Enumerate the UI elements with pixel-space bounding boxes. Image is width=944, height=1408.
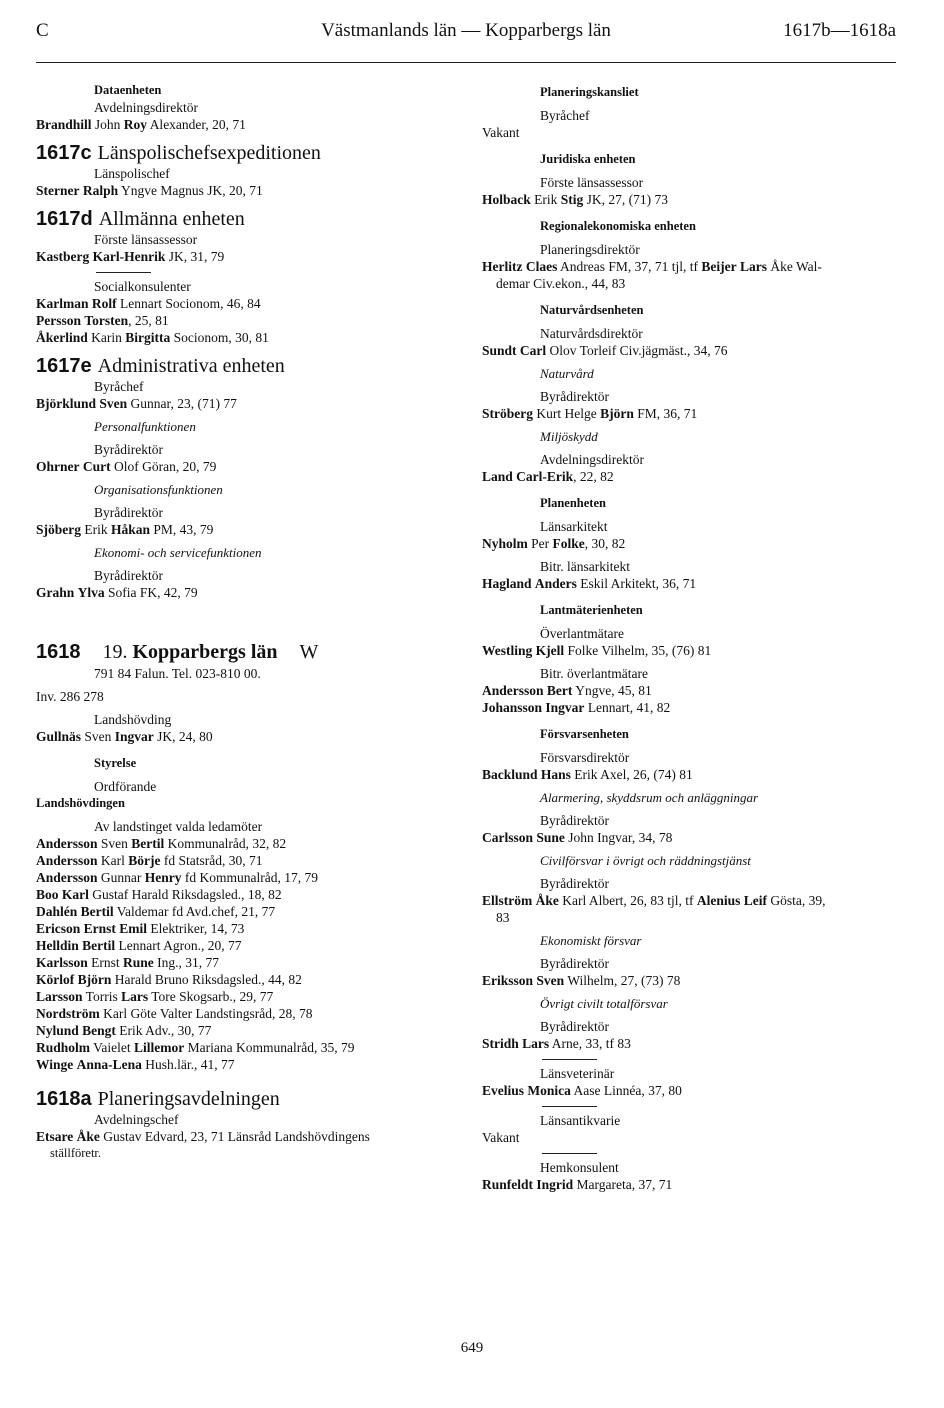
divider — [542, 1153, 597, 1154]
person-entry: Karlman Rolf Lennart Socionom, 46, 84 — [36, 296, 261, 311]
page-number: 649 — [460, 1340, 484, 1356]
person-entry: Westling Kjell Folke Vilhelm, 35, (76) 81 — [482, 643, 712, 658]
subunit-heading: Alarmering, skyddsrum och anläggningar — [540, 790, 759, 805]
person-entry: Etsare Åke Gustav Edvard, 23, 71 Länsråd Landshövdingens — [36, 1129, 370, 1144]
board-member: Andersson Gunnar Henry fd Kommunalråd, 17, 79 — [36, 870, 318, 885]
subunit-heading: Civilförsvar i övrigt och räddningstjänst — [540, 853, 751, 868]
person-entry-cont: 83 — [496, 910, 510, 925]
board-member: Ericson Ernst Emil Elektriker, 14, 73 — [36, 921, 245, 936]
section-heading: 1617c Länspolischefsexpeditionen — [36, 142, 321, 164]
person-entry: Persson Torsten, 25, 81 — [36, 313, 169, 328]
subunit-heading: Ekonomi- och servicefunktionen — [94, 545, 262, 560]
board-member: Körlof Björn Harald Bruno Riksdagsled., 44, 82 — [36, 972, 302, 987]
person-entry: Runfeldt Ingrid Margareta, 37, 71 — [482, 1177, 673, 1192]
person-entry: Nyholm Per Folke, 30, 82 — [482, 536, 626, 551]
role: Avdelningsdirektör — [540, 452, 644, 467]
unit-heading: Styrelse — [94, 756, 137, 770]
person-entry: Holback Erik Stig JK, 27, (71) 73 — [482, 192, 669, 207]
role: Förste länsassessor — [540, 175, 644, 190]
person-entry: Land Carl-Erik, 22, 82 — [482, 469, 614, 484]
section-heading: 1617d Allmänna enheten — [36, 208, 245, 230]
role: Byrådirektör — [540, 813, 609, 828]
role: Hemkonsulent — [540, 1160, 619, 1175]
unit-heading: Försvarsenheten — [540, 727, 629, 741]
board-member: Nordström Karl Göte Valter Landstingsråd, 28, 78 — [36, 1006, 313, 1021]
person-entry: Sundt Carl Olov Torleif Civ.jägmäst., 34, 76 — [482, 343, 728, 358]
person-entry-cont: demar Civ.ekon., 44, 83 — [496, 276, 626, 291]
role: Byrådirektör — [94, 442, 163, 457]
person-entry: Sjöberg Erik Håkan PM, 43, 79 — [36, 522, 214, 537]
board-member: Karlsson Ernst Rune Ing., 31, 77 — [36, 955, 220, 970]
header-rule — [36, 62, 896, 63]
role: Byråchef — [94, 379, 144, 394]
person-entry: Kastberg Karl-Henrik JK, 31, 79 — [36, 249, 225, 264]
left-column — [36, 82, 456, 1162]
board-member: Helldin Bertil Lennart Agron., 20, 77 — [36, 938, 242, 953]
person-entry: Ohrner Curt Olof Göran, 20, 79 — [36, 459, 217, 474]
subunit-heading: Ekonomiskt försvar — [540, 933, 642, 948]
person-entry: Hagland Anders Eskil Arkitekt, 36, 71 — [482, 576, 697, 591]
person-entry: Gullnäs Sven Ingvar JK, 24, 80 — [36, 729, 213, 744]
role: Avdelningschef — [94, 1112, 179, 1127]
vacant: Vakant — [482, 1130, 520, 1145]
chair: Landshövdingen — [36, 796, 125, 810]
role: Byrådirektör — [540, 389, 609, 404]
person-entry: Björklund Sven Gunnar, 23, (71) 77 — [36, 396, 237, 411]
role: Försvarsdirektör — [540, 750, 630, 765]
role: Bitr. överlantmätare — [540, 666, 648, 681]
role: Av landstinget valda ledamöter — [94, 819, 263, 834]
board-member: Andersson Sven Bertil Kommunalråd, 32, 82 — [36, 836, 287, 851]
person-entry: Evelius Monica Aase Linnéa, 37, 80 — [482, 1083, 682, 1098]
unit-heading: Dataenheten — [94, 83, 162, 97]
divider — [96, 272, 151, 273]
person-entry-cont: ställföretr. — [50, 1146, 102, 1160]
unit-heading: Planeringskansliet — [540, 85, 639, 99]
role: Byråchef — [540, 108, 590, 123]
section-heading: 1618a Planeringsavdelningen — [36, 1088, 280, 1110]
running-header — [36, 20, 896, 48]
person-entry: Backlund Hans Erik Axel, 26, (74) 81 — [482, 767, 693, 782]
role: Länsantikvarie — [540, 1113, 621, 1128]
unit-heading: Planenheten — [540, 496, 606, 510]
role: Naturvårdsdirektör — [540, 326, 643, 341]
role: Ordförande — [94, 779, 157, 794]
subunit-heading: Miljöskydd — [540, 429, 598, 444]
county-heading: 1618 19. Kopparbergs län W — [36, 641, 319, 663]
board-member: Andersson Karl Börje fd Statsråd, 30, 71 — [36, 853, 263, 868]
header-letter: C — [36, 20, 49, 41]
role: Byrådirektör — [94, 505, 163, 520]
header-title: Västmanlands län — Kopparbergs län — [321, 20, 611, 41]
county-address: 791 84 Falun. Tel. 023-810 00. — [94, 666, 261, 681]
role: Byrådirektör — [540, 956, 609, 971]
person-entry: Grahn Ylva Sofia FK, 42, 79 — [36, 585, 198, 600]
role: Bitr. länsarkitekt — [540, 559, 630, 574]
divider — [542, 1106, 597, 1107]
vacant: Vakant — [482, 125, 520, 140]
role: Länspolischef — [94, 166, 170, 181]
person-entry: Ellström Åke Karl Albert, 26, 83 tjl, tf Alenius Leif Gösta, 39, — [482, 893, 826, 908]
person-entry: Sterner Ralph Yngve Magnus JK, 20, 71 — [36, 183, 263, 198]
person-entry: Johansson Ingvar Lennart, 41, 82 — [482, 700, 671, 715]
role: Planeringsdirektör — [540, 242, 640, 257]
role: Avdelningsdirektör — [94, 100, 198, 115]
person-entry: Carlsson Sune John Ingvar, 34, 78 — [482, 830, 673, 845]
role: Länsveterinär — [540, 1066, 615, 1081]
person-entry: Eriksson Sven Wilhelm, 27, (73) 78 — [482, 973, 681, 988]
divider — [542, 1059, 597, 1060]
subunit-heading: Naturvård — [540, 366, 594, 381]
section-heading: 1617e Administrativa enheten — [36, 355, 285, 377]
role: Byrådirektör — [540, 1019, 609, 1034]
role: Länsarkitekt — [540, 519, 608, 534]
role: Byrådirektör — [540, 876, 609, 891]
board-member: Boo Karl Gustaf Harald Riksdagsled., 18, 82 — [36, 887, 282, 902]
board-member: Dahlén Bertil Valdemar fd Avd.chef, 21, 77 — [36, 904, 276, 919]
role: Överlantmätare — [540, 626, 624, 641]
board-member: Larsson Torris Lars Tore Skogsarb., 29, 77 — [36, 989, 274, 1004]
unit-heading: Lantmäterienheten — [540, 603, 643, 617]
unit-heading: Naturvårdsenheten — [540, 303, 644, 317]
role: Landshövding — [94, 712, 172, 727]
unit-heading: Regionalekonomiska enheten — [540, 219, 696, 233]
right-column — [482, 84, 902, 1193]
header-range: 1617b—1618a — [783, 20, 896, 41]
unit-heading: Juridiska enheten — [540, 152, 636, 166]
subunit-heading: Organisationsfunktionen — [94, 482, 223, 497]
role: Byrådirektör — [94, 568, 163, 583]
person-entry: Ströberg Kurt Helge Björn FM, 36, 71 — [482, 406, 698, 421]
board-member: Nylund Bengt Erik Adv., 30, 77 — [36, 1023, 212, 1038]
role: Förste länsassessor — [94, 232, 198, 247]
subunit-heading: Övrigt civilt totalförsvar — [540, 996, 668, 1011]
board-member: Winge Anna-Lena Hush.lär., 41, 77 — [36, 1057, 235, 1072]
person-entry: Herlitz Claes Andreas FM, 37, 71 tjl, tf Beijer Lars Åke Wal- — [482, 259, 822, 274]
county-inv: Inv. 286 278 — [36, 689, 104, 704]
person-entry: Åkerlind Karin Birgitta Socionom, 30, 81 — [36, 330, 269, 345]
board-member: Rudholm Vaielet Lillemor Mariana Kommunalråd, 35, 79 — [36, 1040, 355, 1055]
person-entry: Stridh Lars Arne, 33, tf 83 — [482, 1036, 631, 1051]
person-entry: Andersson Bert Yngve, 45, 81 — [482, 683, 652, 698]
subunit-heading: Personalfunktionen — [94, 419, 196, 434]
board-members — [36, 835, 456, 1073]
role: Socialkonsulenter — [94, 279, 191, 294]
person-entry: Brandhill John Roy Alexander, 20, 71 — [36, 117, 246, 132]
